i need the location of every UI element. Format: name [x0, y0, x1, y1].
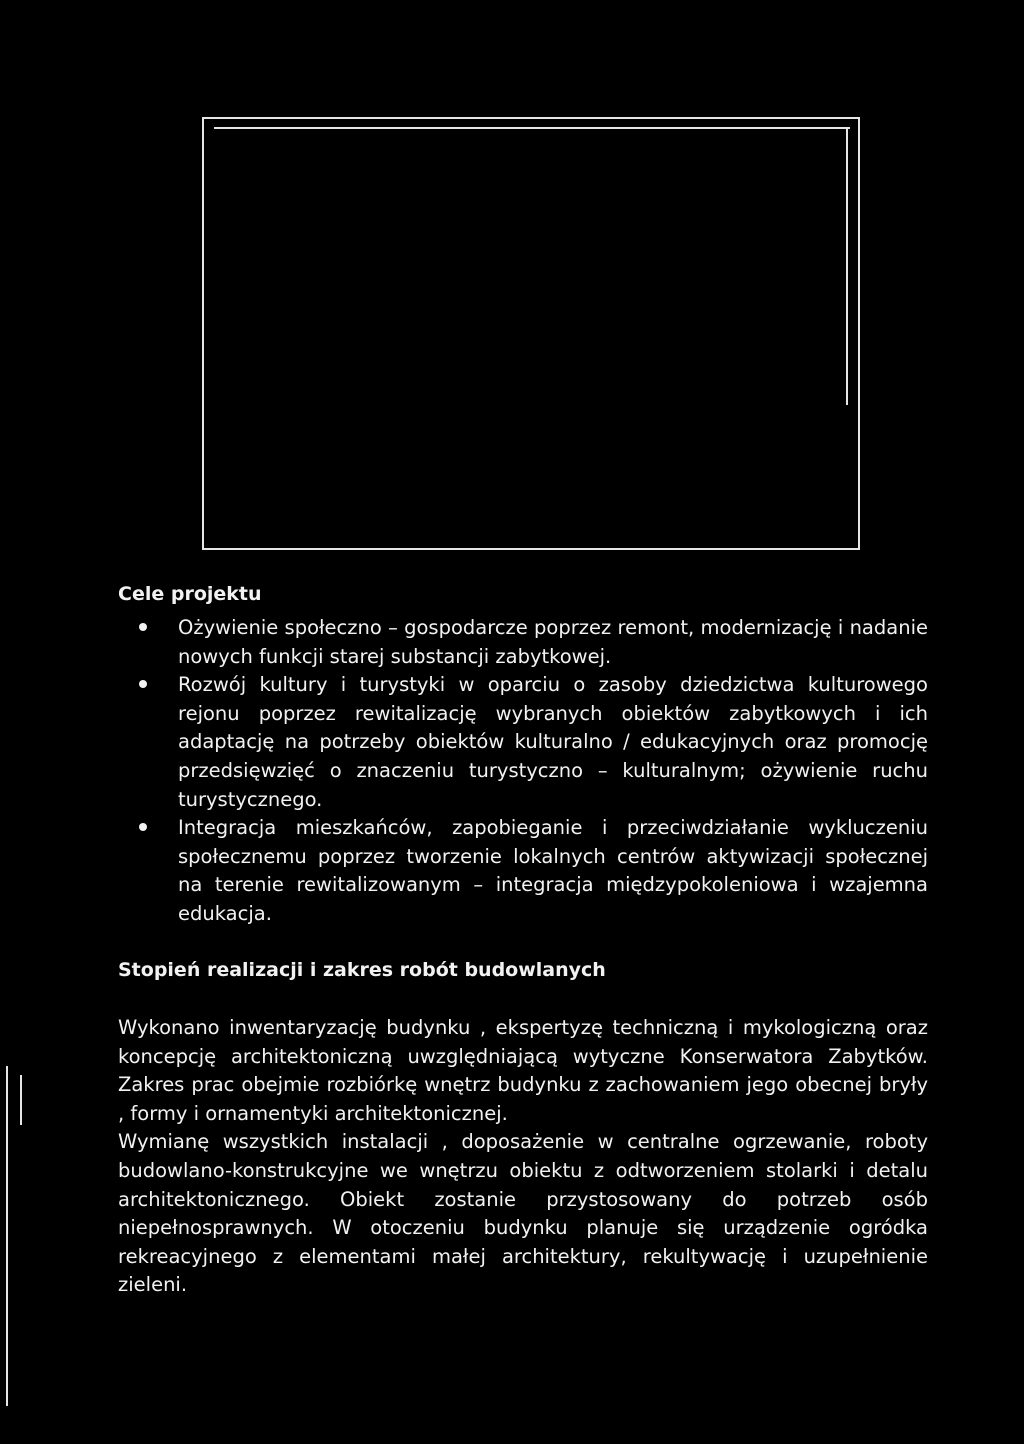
- goal-item: [118, 614, 928, 671]
- scan-edge-mark: [6, 1066, 8, 1406]
- goal-item: [118, 814, 928, 928]
- goal-item: [118, 671, 928, 814]
- goal-item-text: Rozwój kultury i turystyki w oparciu o zasoby dziedzictwa kulturowego rejonu poprzez rewitalizację wybranych obiektów zabytkowych i ich adaptację na potrzeby obiektów kulturalno / edukacyjnych oraz promocję przedsięwzięć o znaczeniu turystyczno – kulturalnym; ożywienie ruchu turystycznego.: [178, 673, 928, 811]
- goals-section: [118, 582, 928, 929]
- bullet-icon: [139, 680, 147, 688]
- works-section: [118, 958, 928, 1300]
- frame-inner-line-top: [214, 127, 850, 129]
- goals-heading: Cele projektu: [118, 583, 262, 605]
- works-heading: Stopień realizacji i zakres robót budowlanych: [118, 959, 606, 981]
- goal-item-text: Ożywienie społeczno – gospodarcze poprzez remont, modernizację i nadanie nowych funkcji starej substancji zabytkowej.: [178, 616, 928, 668]
- frame-inner-line-right: [846, 127, 848, 405]
- bullet-icon: [139, 623, 147, 631]
- goals-list: [118, 614, 928, 929]
- scan-edge-mark: [20, 1075, 22, 1125]
- photo-frame: [202, 117, 860, 550]
- goal-item-text: Integracja mieszkańców, zapobieganie i przeciwdziałanie wykluczeniu społecznemu poprzez tworzenie lokalnych centrów aktywizacji społecznej na terenie rewitalizowanym – integracja międzypokoleniowa i wzajemna edukacja.: [178, 816, 928, 925]
- works-paragraph: Wymianę wszystkich instalacji , doposażenie w centralne ogrzewanie, roboty budowlano-konstrukcyjne we wnętrzu obiektu z odtworzeniem stolarki i detalu architektonicznego. Obiekt zostanie przystosowany do potrzeb osób niepełnosprawnych. W otoczeniu budynku planuje się urządzenie ogródka rekreacyjnego z elementami małej architektury, rekultywację i uzupełnienie zieleni.: [118, 1130, 928, 1297]
- bullet-icon: [139, 823, 147, 831]
- works-paragraph: Wykonano inwentaryzację budynku , ekspertyzę techniczną i mykologiczną oraz koncepcję architektoniczną uwzględniającą wytyczne Konserwatora Zabytków. Zakres prac obejmie rozbiórkę wnętrz budynku z zachowaniem jego obecnej bryły , formy i ornamentyki architektonicznej.: [118, 1016, 928, 1125]
